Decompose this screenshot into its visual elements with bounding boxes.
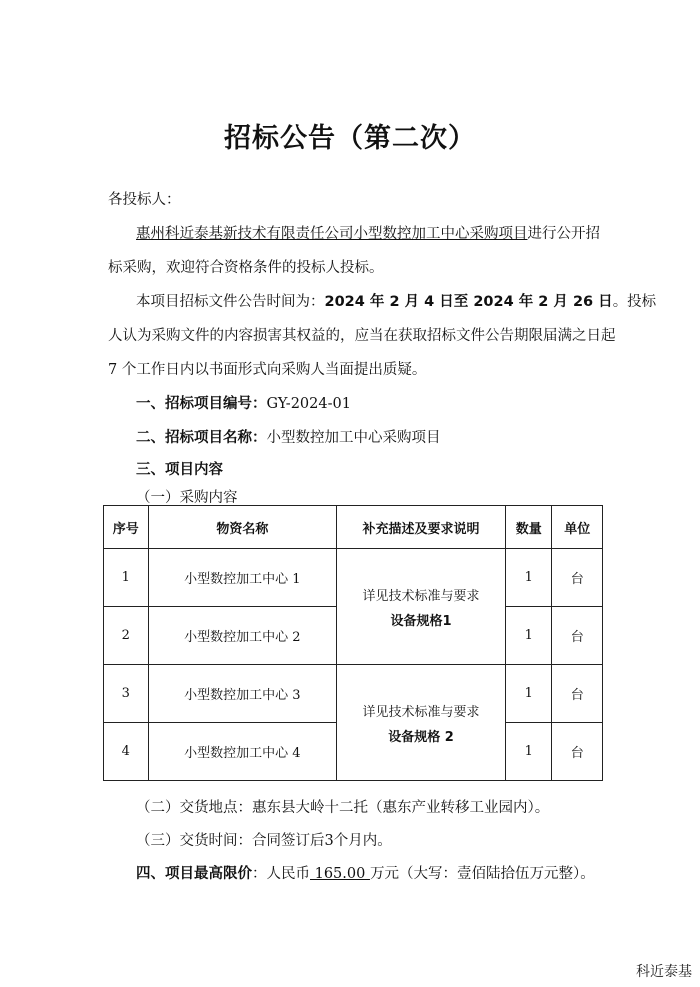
delivery-location-value: 惠东县大岭十二托（惠东产业转移工业园内）。 <box>252 800 550 816</box>
delivery-location-label: （二）交货地点： <box>136 800 252 816</box>
cell-item-name: 小型数控加工中心 4 <box>148 723 337 781</box>
cell-unit: 台 <box>552 723 603 781</box>
cell-index: 3 <box>104 665 149 723</box>
cell-unit: 台 <box>552 607 603 665</box>
header-item-name: 物资名称 <box>148 506 337 549</box>
section-project-content: 三、项目内容 <box>136 462 223 478</box>
cell-index: 4 <box>104 723 149 781</box>
cell-unit: 台 <box>552 665 603 723</box>
cell-quantity: 1 <box>505 549 552 607</box>
section-project-name <box>136 426 441 447</box>
max-price-prefix: ：人民币 <box>252 866 310 882</box>
intro-line-2: 标采购，欢迎符合资格条件的投标人投标。 <box>108 260 384 276</box>
watermark-logo-text: 科近泰基 <box>636 964 692 980</box>
period-line-2: 人认为采购文件的内容损害其权益的，应当在获取招标文件公告期限届满之日起 <box>108 328 616 344</box>
cell-item-name: 小型数控加工中心 1 <box>148 549 337 607</box>
period-dates: 2024 年 2 月 4 日至 2024 年 2 月 26 日 <box>324 294 613 310</box>
cell-item-name: 小型数控加工中心 2 <box>148 607 337 665</box>
cell-spec-group-2 <box>337 665 506 781</box>
delivery-time-label: （三）交货时间： <box>136 833 252 849</box>
cell-index: 2 <box>104 607 149 665</box>
table-header-row <box>104 506 603 549</box>
procurement-table <box>103 505 603 781</box>
max-price-label: 四、项目最高限价 <box>136 866 252 882</box>
cell-unit: 台 <box>552 549 603 607</box>
cell-item-name: 小型数控加工中心 3 <box>148 665 337 723</box>
sub-delivery-location <box>136 796 549 817</box>
page-title: 招标公告（第二次） <box>224 123 476 154</box>
project-title-value: 小型数控加工中心采购项目 <box>266 430 441 446</box>
period-prefix: 本项目招标文件公告时间为： <box>136 294 325 310</box>
project-name: 惠州科近泰基新技术有限责任公司小型数控加工中心采购项目 <box>136 226 528 242</box>
section-max-price <box>136 862 595 883</box>
table-row <box>104 665 603 723</box>
spec-note: 详见技术标准与要求 <box>362 588 480 604</box>
header-index: 序号 <box>104 506 149 549</box>
period-line-1 <box>136 290 656 311</box>
cell-quantity: 1 <box>505 723 552 781</box>
max-price-suffix: 万元（大写：壹佰陆拾伍万元整）。 <box>369 866 595 882</box>
cell-spec-group-1 <box>337 549 506 665</box>
header-quantity: 数量 <box>505 506 552 549</box>
spec-name: 设备规格 2 <box>388 729 454 745</box>
section2-label: 二、招标项目名称： <box>136 430 267 446</box>
intro-line-1 <box>136 222 600 243</box>
intro-tail: 进行公开招 <box>527 226 600 242</box>
spec-note: 详见技术标准与要求 <box>362 704 480 720</box>
project-number: GY-2024-01 <box>266 396 351 412</box>
cell-index: 1 <box>104 549 149 607</box>
period-suffix: 。投标 <box>612 294 657 310</box>
period-line-3: 7 个工作日内以书面形式向采购人当面提出质疑。 <box>108 362 427 378</box>
cell-quantity: 1 <box>505 665 552 723</box>
section1-label: 一、招标项目编号： <box>136 396 267 412</box>
table-row <box>104 549 603 607</box>
max-price-amount: 165.00 <box>310 866 370 882</box>
cell-quantity: 1 <box>505 607 552 665</box>
spec-name: 设备规格1 <box>390 613 452 629</box>
sub-delivery-time <box>136 829 392 850</box>
header-description: 补充描述及要求说明 <box>337 506 506 549</box>
sub-procurement-content: （一）采购内容 <box>136 490 238 506</box>
header-unit: 单位 <box>552 506 603 549</box>
section-project-number <box>136 392 351 413</box>
salutation: 各投标人： <box>108 192 181 208</box>
delivery-time-value: 合同签订后3个月内。 <box>252 833 392 849</box>
